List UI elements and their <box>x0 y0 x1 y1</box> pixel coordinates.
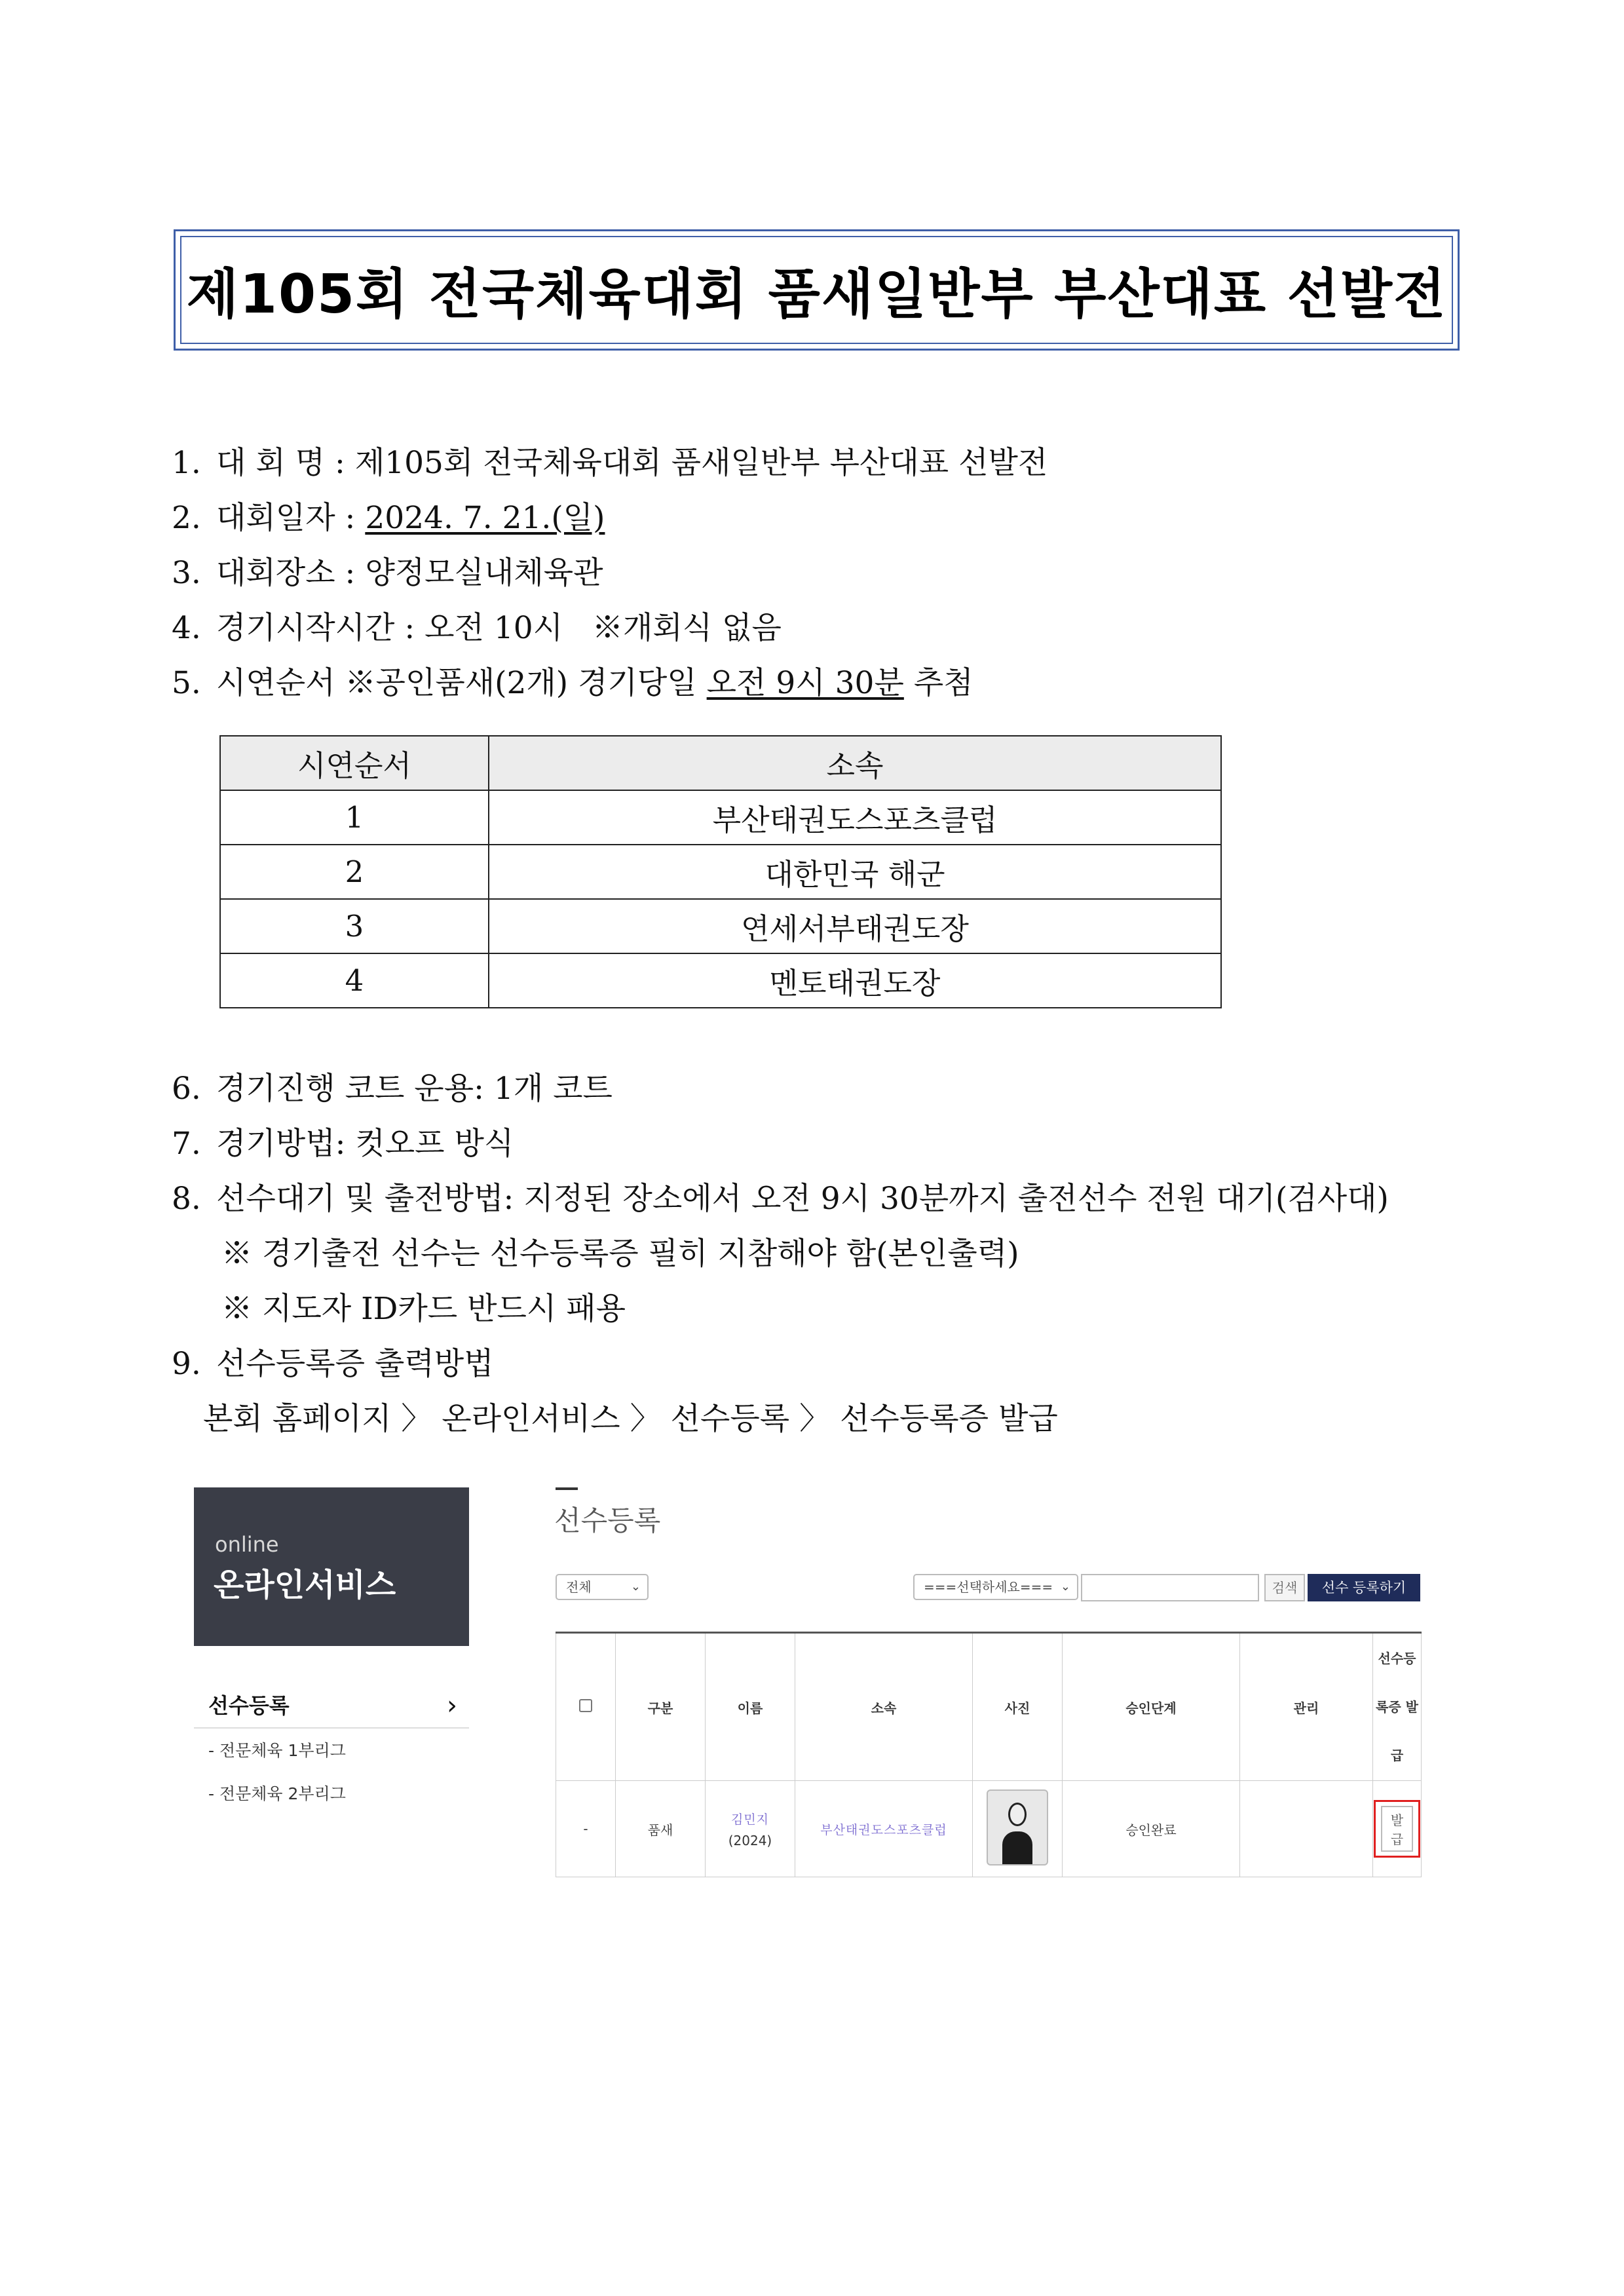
search-button[interactable]: 검색 <box>1264 1574 1305 1601</box>
header-checkbox-cell <box>556 1633 616 1781</box>
filter-all-select[interactable] <box>556 1574 649 1600</box>
header-card-issue: 선수등록증 발급 <box>1373 1633 1422 1781</box>
order-cell: 2 <box>220 845 489 899</box>
table-row <box>556 1781 1422 1877</box>
affiliation-cell: 대한민국 해군 <box>489 845 1221 899</box>
sidebar-menu <box>194 1684 469 1816</box>
header-order: 시연순서 <box>220 736 489 790</box>
sidebar-header <box>194 1487 469 1646</box>
issue-card-button[interactable]: 발급 <box>1381 1806 1413 1852</box>
sidebar-item-player-registration[interactable] <box>194 1684 469 1729</box>
filter-select[interactable] <box>913 1574 1078 1600</box>
sidebar-item-label: 선수등록 <box>208 1693 290 1718</box>
header-photo: 사진 <box>973 1633 1063 1781</box>
registration-table <box>556 1632 1422 1877</box>
item-9: 9. 선수등록증 출력방법 <box>172 1346 494 1382</box>
row-category: 품새 <box>616 1781 706 1877</box>
item-8-note-1: ※ 경기출전 선수는 선수등록증 필히 지참해야 함(본인출력) <box>221 1236 1019 1272</box>
header-affiliation: 소속 <box>795 1633 973 1781</box>
item-3: 3. 대회장소 : 양정모실내체육관 <box>172 555 603 591</box>
page-title-bar <box>556 1487 578 1490</box>
filter-all-value: 전체 <box>566 1579 592 1595</box>
order-cell: 3 <box>220 899 489 953</box>
item-8-note-2: ※ 지도자 ID카드 반드시 패용 <box>221 1291 626 1327</box>
row-affiliation <box>795 1781 973 1877</box>
item-1: 1. 대 회 명 : 제105회 전국체육대회 품새일반부 부산대표 선발전 <box>172 445 1048 481</box>
row-name-cell <box>706 1781 795 1877</box>
header-category: 구분 <box>616 1633 706 1781</box>
order-cell: 1 <box>220 790 489 845</box>
item-2: 2. 대회일자 : 2024. 7. 21.(일) <box>172 500 605 536</box>
header-name: 이름 <box>706 1633 795 1781</box>
table-row <box>220 790 1221 845</box>
order-table <box>219 735 1222 1008</box>
sidebar-big-title: 온라인서비스 <box>214 1567 396 1603</box>
item-5: 5. 시연순서 ※공인품새(2개) 경기당일 오전 9시 30분 추첨 <box>172 665 973 701</box>
register-player-button[interactable]: 선수 등록하기 <box>1308 1574 1420 1601</box>
row-name: 김민지 <box>730 1812 770 1827</box>
search-input[interactable] <box>1081 1574 1259 1601</box>
order-cell: 4 <box>220 953 489 1008</box>
document-title: 제105회 전국체육대회 품새일반부 부산대표 선발전 <box>180 236 1453 344</box>
item-7: 7. 경기방법: 컷오프 방식 <box>172 1126 514 1162</box>
sidebar-subitem-league-1[interactable]: - 전문체육 1부리그 <box>208 1741 346 1760</box>
table-row <box>220 899 1221 953</box>
row-manage <box>1240 1781 1373 1877</box>
row-photo-cell <box>973 1781 1063 1877</box>
chevron-down-icon: ⌄ <box>1060 1580 1070 1594</box>
website-screenshot <box>194 1487 1439 1848</box>
chevron-down-icon: ⌄ <box>630 1580 641 1594</box>
affiliation-cell: 멘토태권도장 <box>489 953 1221 1008</box>
chevron-right-icon: › <box>447 1691 457 1721</box>
table-row <box>220 953 1221 1008</box>
item-4: 4. 경기시작시간 : 오전 10시 ※개회식 없음 <box>172 610 782 646</box>
page-title: 선수등록 <box>554 1504 661 1537</box>
row-affiliation-text: 부산태권도스포츠클럽 <box>820 1822 947 1837</box>
player-photo[interactable] <box>987 1789 1048 1866</box>
title-box <box>174 229 1460 351</box>
row-issue-cell <box>1373 1781 1422 1877</box>
affiliation-cell: 연세서부태권도장 <box>489 899 1221 953</box>
affiliation-cell: 부산태권도스포츠클럽 <box>489 790 1221 845</box>
header-manage: 관리 <box>1240 1633 1373 1781</box>
issue-highlight <box>1374 1800 1420 1858</box>
row-year: (2024) <box>728 1832 772 1848</box>
header-approval: 승인단계 <box>1063 1633 1240 1781</box>
item-6: 6. 경기진행 코트 운용: 1개 코트 <box>172 1071 613 1107</box>
item-8: 8. 선수대기 및 출전방법: 지정된 장소에서 오전 9시 30분까지 출전선수 전원 대기(검사대) <box>172 1181 1389 1217</box>
filter-select-value: ===선택하세요=== <box>924 1579 1053 1595</box>
table-header-row <box>556 1633 1422 1781</box>
item-9-path: 본회 홈페이지 〉 온라인서비스 〉 선수등록 〉 선수등록증 발급 <box>203 1401 1058 1437</box>
table-header-row <box>220 736 1221 790</box>
row-status: 승인완료 <box>1063 1781 1240 1877</box>
select-all-checkbox[interactable] <box>579 1699 592 1712</box>
table-row <box>220 845 1221 899</box>
row-number: - <box>556 1781 616 1877</box>
sidebar-subitem-league-2[interactable]: - 전문체육 2부리그 <box>208 1784 346 1803</box>
sidebar-small-title: online <box>215 1532 279 1557</box>
header-affiliation: 소속 <box>489 736 1221 790</box>
